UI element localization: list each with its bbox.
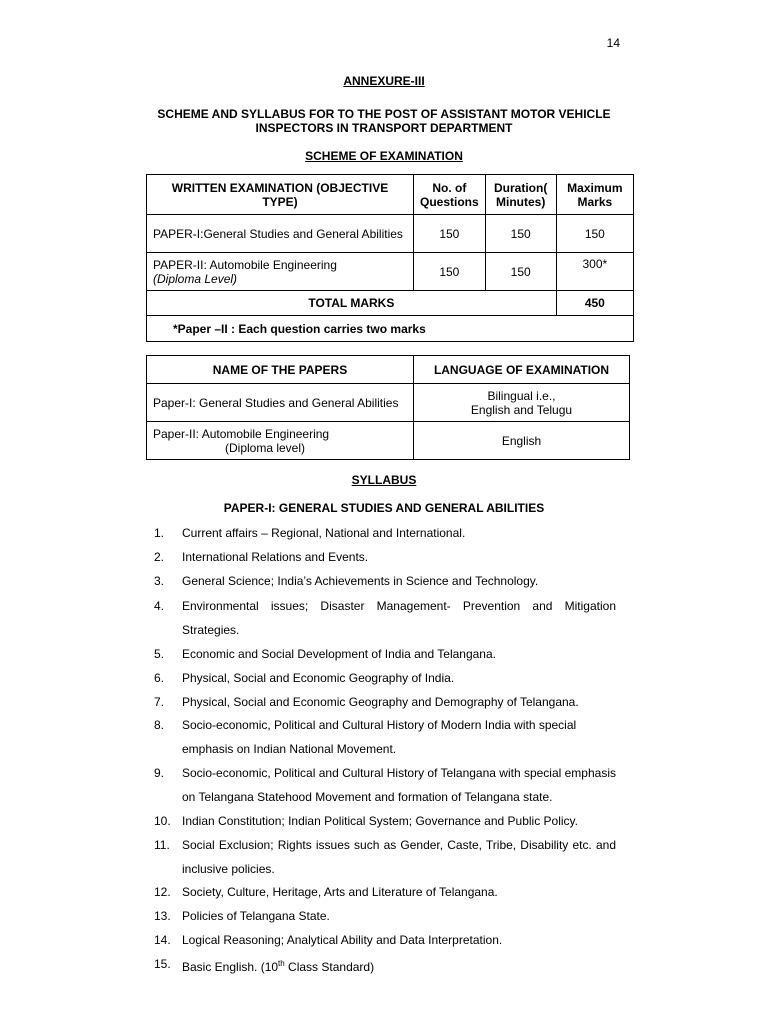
item-text: Society, Culture, Heritage, Arts and Literature of Telangana.	[182, 885, 498, 899]
header-duration-l2: Minutes)	[496, 194, 546, 209]
header-questions-l2: Questions	[420, 194, 479, 209]
total-label: TOTAL MARKS	[147, 291, 557, 316]
item-text: Physical, Social and Economic Geography of India.	[182, 671, 455, 685]
paper-2-name: PAPER-II: Automobile Engineering	[153, 257, 337, 272]
item-text: Socio-economic, Political and Cultural History of Modern India with special	[182, 718, 577, 732]
lang-paper-2: Paper-II: Automobile Engineering	[153, 426, 330, 441]
page-number: 14	[606, 36, 620, 50]
scheme-header-row	[147, 175, 634, 215]
paper-2-marks: 300*	[556, 253, 633, 291]
item-number: 11.	[154, 838, 170, 852]
scheme-heading: SCHEME OF EXAMINATION	[305, 149, 463, 163]
item-text: Economic and Social Development of India and Telangana.	[182, 647, 496, 661]
header-duration	[485, 175, 556, 215]
lang-paper-1-line2: English and Telugu	[470, 402, 573, 417]
item-text: Policies of Telangana State.	[182, 909, 330, 923]
table-row	[147, 384, 630, 422]
item-number: 1.	[154, 526, 165, 540]
header-questions	[414, 175, 486, 215]
header-paper-names: NAME OF THE PAPERS	[147, 356, 414, 384]
paper-2-questions: 150	[414, 253, 486, 291]
lang-paper-2-language: English	[414, 422, 630, 460]
header-questions-l1: No. of	[432, 180, 467, 195]
paper-1-name: PAPER-I:General Studies and General Abilities	[147, 215, 414, 253]
item-text: Environmental issues; Disaster Management- Prevention and Mitigation	[182, 599, 616, 613]
item-text-cont: emphasis on Indian National Movement.	[182, 742, 397, 756]
table-row	[147, 422, 630, 460]
language-header-row	[147, 356, 630, 384]
table-row	[147, 253, 634, 291]
item-text: Current affairs – Regional, National and International.	[182, 526, 466, 540]
item-number: 7.	[154, 695, 165, 709]
item-text: International Relations and Events.	[182, 550, 369, 564]
header-marks-l2: Marks	[577, 194, 613, 209]
item-number: 5.	[154, 647, 165, 661]
item-number: 3.	[154, 574, 165, 588]
paper-2-name-cell	[147, 253, 414, 291]
item-number: 10.	[154, 814, 171, 828]
header-marks	[556, 175, 633, 215]
item-text: Socio-economic, Political and Cultural History of Telangana with special emphasis	[182, 766, 616, 780]
scheme-note: *Paper –II : Each question carries two marks	[147, 316, 634, 342]
language-table	[146, 355, 630, 460]
note-row	[147, 316, 634, 342]
annexure-heading: ANNEXURE-III	[343, 74, 425, 88]
item-text: Indian Constitution; Indian Political System; Governance and Public Policy.	[182, 814, 578, 828]
item-number: 6.	[154, 671, 165, 685]
item-number: 9.	[154, 766, 165, 780]
total-value: 450	[556, 291, 633, 316]
item-text-pre: Basic English. (10	[182, 960, 279, 974]
item-text	[182, 952, 616, 979]
header-language: LANGUAGE OF EXAMINATION	[414, 356, 630, 384]
item-number: 12.	[154, 885, 171, 899]
item-number: 13.	[154, 909, 171, 923]
item-text: Logical Reasoning; Analytical Ability and Data Interpretation.	[182, 933, 503, 947]
item-number: 14.	[154, 933, 171, 947]
item-number: 8.	[154, 718, 165, 732]
item-number: 15.	[154, 957, 171, 971]
item-text-cont: on Telangana Statehood Movement and formation of Telangana state.	[182, 790, 553, 804]
item-text-cont: inclusive policies.	[182, 862, 275, 876]
item-text: Social Exclusion; Rights issues such as Gender, Caste, Tribe, Disability etc. and	[182, 838, 616, 852]
scheme-table	[146, 174, 634, 342]
item-text: Physical, Social and Economic Geography and Demography of Telangana.	[182, 695, 579, 709]
paper-1-marks: 150	[556, 215, 633, 253]
header-duration-l1: Duration(	[494, 180, 548, 195]
title-line-1: SCHEME AND SYLLABUS FOR TO THE POST OF ASSISTANT MOTOR VEHICLE	[157, 107, 611, 121]
paper-1-questions: 150	[414, 215, 486, 253]
syllabus-heading: SYLLABUS	[351, 473, 417, 487]
header-written-exam: WRITTEN EXAMINATION (OBJECTIVE TYPE)	[147, 175, 414, 215]
item-number: 2.	[154, 550, 165, 564]
total-row	[147, 291, 634, 316]
item-text-cont: Strategies.	[182, 623, 240, 637]
item-text-post: Class Standard)	[284, 960, 375, 974]
lang-paper-2-sub: (Diploma level)	[225, 440, 306, 455]
paper-1-duration: 150	[485, 215, 556, 253]
lang-paper-1: Paper-I: General Studies and General Abilities	[147, 384, 414, 422]
table-row	[147, 215, 634, 253]
lang-paper-1-line1: Bilingual i.e.,	[487, 388, 556, 403]
paper-2-sub: (Diploma Level)	[153, 271, 238, 286]
lang-paper-2-cell	[147, 422, 414, 460]
item-text-sup: th	[278, 959, 285, 968]
paper-1-syllabus-heading: PAPER-I: GENERAL STUDIES AND GENERAL ABILITIES	[223, 501, 545, 515]
title-line-2: INSPECTORS IN TRANSPORT DEPARTMENT	[255, 121, 513, 135]
lang-paper-1-language	[414, 384, 630, 422]
paper-2-duration: 150	[485, 253, 556, 291]
item-number: 4.	[154, 599, 165, 613]
header-marks-l1: Maximum	[567, 180, 623, 195]
item-text: General Science; India’s Achievements in Science and Technology.	[182, 574, 539, 588]
